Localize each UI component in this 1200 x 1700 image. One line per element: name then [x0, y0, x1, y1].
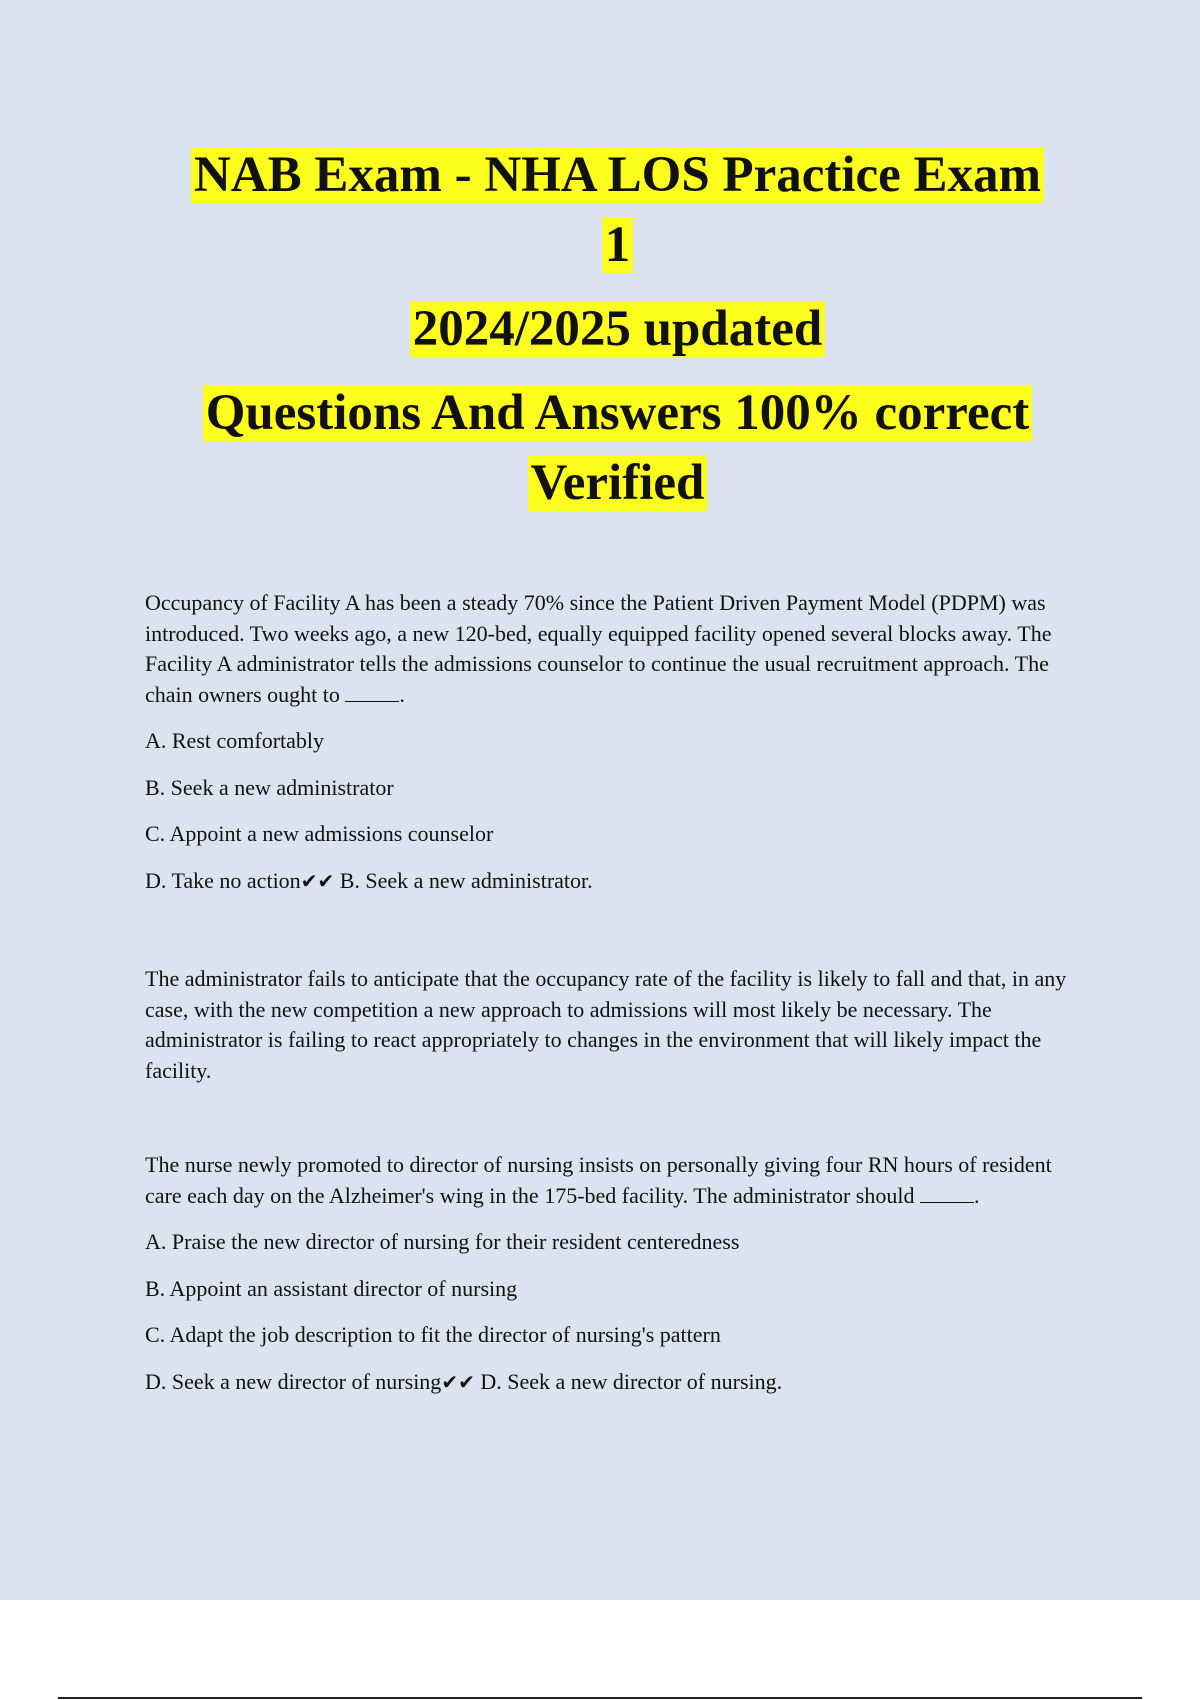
title-line-2: 1 — [602, 217, 634, 273]
question-2-option-c: C. Adapt the job description to fit the director of nursing's pattern — [145, 1322, 721, 1347]
document-title — [140, 140, 1095, 518]
question-2-option-a: A. Praise the new director of nursing for their resident centeredness — [145, 1229, 740, 1254]
document-body — [145, 588, 1085, 1397]
question-1-explanation: The administrator fails to anticipate that the occupancy rate of the facility is likely to fall and that, in any case, with the new competition a new approach to admissions will most likely be necessary. The administrator is failing to react appropriately to changes in the environment that will likely impact the facility. — [145, 966, 1067, 1083]
title-line-5: Verified — [528, 455, 708, 511]
question-2 — [145, 1150, 1085, 1397]
question-1-stem: Occupancy of Facility A has been a steady 70% since the Patient Driven Payment Model (PDPM) was introduced. Two weeks ago, a new 120-bed, equally equipped facility opened several blocks away. The Facility A administrator tells the admissions counselor to continue the usual recruitment approach. The chain owners ought to . — [145, 590, 1052, 707]
answer-blank — [345, 683, 399, 702]
question-2-stem: The nurse newly promoted to director of nursing insists on personally giving four RN hours of resident care each day on the Alzheimer's wing in the 175-bed facility. The administrator should . — [145, 1152, 1052, 1208]
question-1-option-a: A. Rest comfortably — [145, 728, 325, 753]
answer-blank — [920, 1184, 974, 1203]
bottom-divider — [58, 1697, 1142, 1699]
question-1-option-d: D. Take no action✔✔ B. Seek a new administrator. — [145, 867, 593, 893]
question-1 — [145, 588, 1085, 1086]
question-1-answer: B. Seek a new administrator. — [339, 867, 593, 893]
double-check-icon: ✔✔ — [300, 868, 335, 893]
question-2-option-d: D. Seek a new director of nursing✔✔ D. Seek a new director of nursing. — [145, 1368, 783, 1394]
title-line-4: Questions And Answers 100% correct — [203, 385, 1033, 441]
question-2-answer: D. Seek a new director of nursing. — [480, 1368, 783, 1394]
question-1-option-c: C. Appoint a new admissions counselor — [145, 821, 494, 846]
question-2-option-b: B. Appoint an assistant director of nursing — [145, 1275, 518, 1301]
title-line-3: 2024/2025 updated — [410, 301, 826, 357]
double-check-icon: ✔✔ — [441, 1369, 475, 1394]
title-line-1: NAB Exam - NHA LOS Practice Exam — [191, 147, 1044, 203]
question-1-option-b: B. Seek a new administrator — [145, 774, 394, 800]
